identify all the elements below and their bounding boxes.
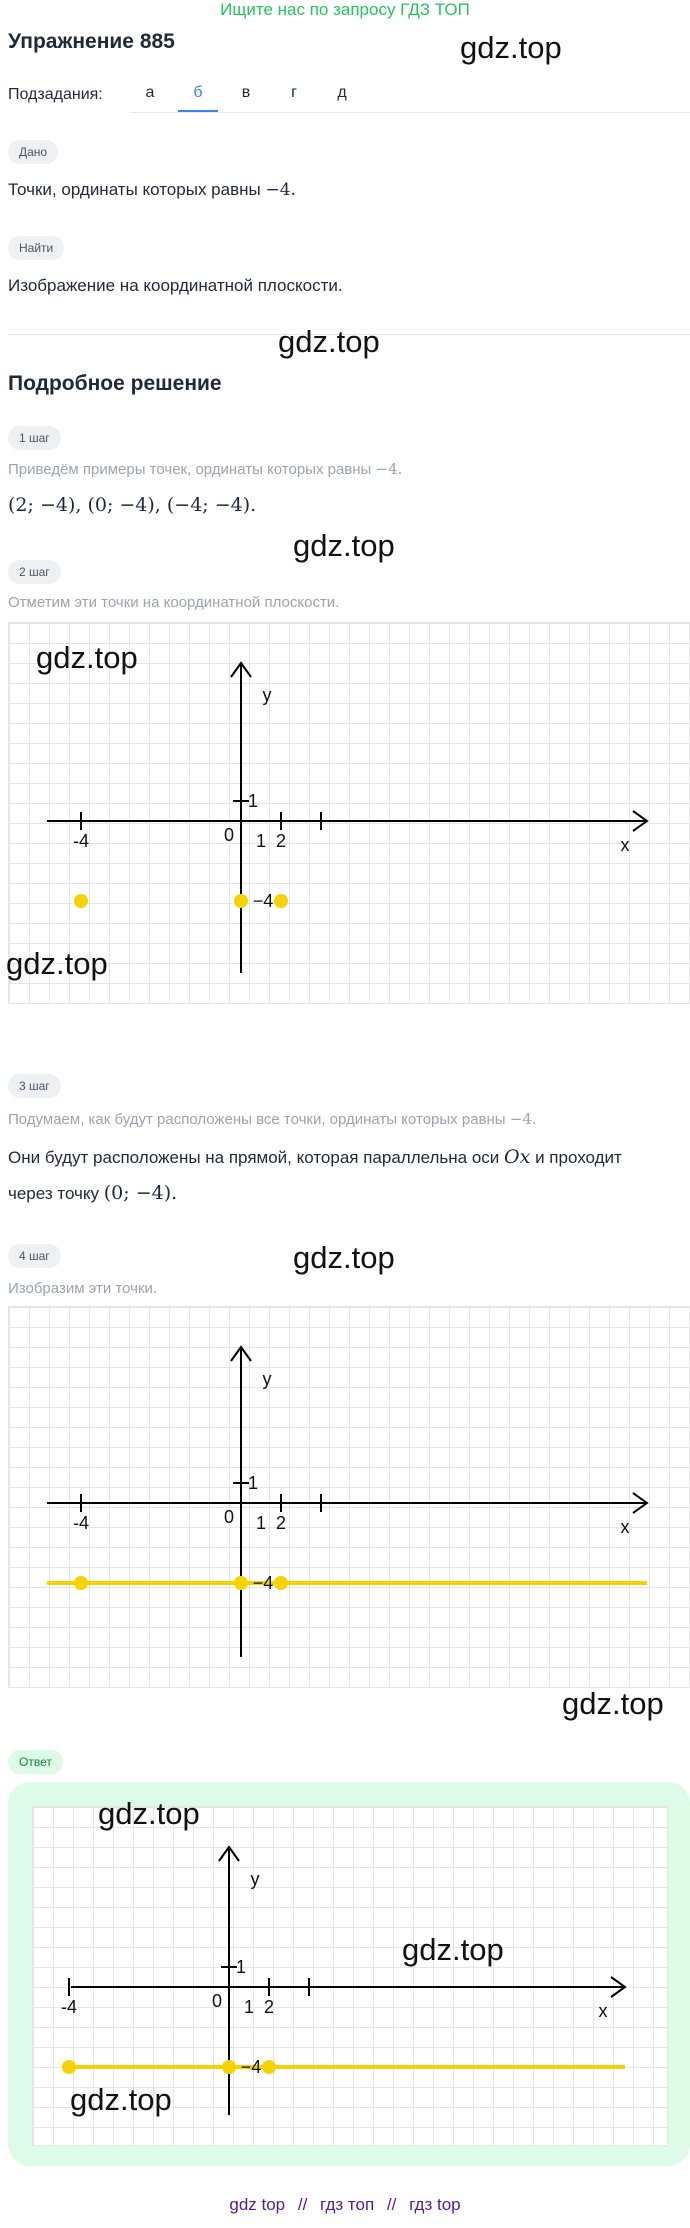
y-axis-label: y bbox=[262, 685, 272, 705]
x-axis-label: x bbox=[598, 2001, 608, 2021]
find-text: Изображение на координатной плоскости. bbox=[8, 276, 343, 295]
y-tick-label-neg4: −4 bbox=[240, 2057, 262, 2077]
step3-pill: 3 шаг bbox=[8, 1074, 61, 1098]
x-tick-label: 2 bbox=[275, 831, 287, 851]
x-axis-label: x bbox=[620, 1517, 630, 1537]
axis-name: Ox bbox=[504, 1146, 531, 1168]
step3-text-muted bbox=[8, 1110, 537, 1128]
y-tick-label-neg4: −4 bbox=[252, 1573, 274, 1593]
watermark: gdz.top bbox=[278, 324, 380, 359]
footer-links bbox=[0, 2195, 690, 2215]
y-tick-label: 1 bbox=[247, 791, 259, 811]
step2-pill: 2 шаг bbox=[8, 560, 61, 584]
step4-text: Изобразим эти точки. bbox=[8, 1280, 158, 1297]
data-point bbox=[74, 894, 88, 908]
step3-point: (0; −4). bbox=[103, 1182, 178, 1204]
x-tick-label: 1 bbox=[255, 1513, 267, 1533]
watermark: gdz.top bbox=[98, 1796, 200, 1831]
subtasks-tabs bbox=[130, 80, 690, 113]
x-tick-label: -4 bbox=[72, 1513, 90, 1533]
data-point bbox=[234, 894, 248, 908]
solution-heading: Подробное решение bbox=[8, 372, 222, 395]
step3-muted-value: −4. bbox=[509, 1110, 537, 1128]
step3-muted-label: Подумаем, как будут расположены все точки, ординаты которых равны bbox=[8, 1111, 506, 1128]
step3-line2-label: через точку bbox=[8, 1184, 100, 1203]
subtask-tab-b[interactable]: б bbox=[178, 84, 218, 112]
data-point bbox=[274, 1576, 288, 1590]
coordinate-graph-2 bbox=[8, 1306, 690, 1688]
subtask-tab-d[interactable]: д bbox=[337, 84, 347, 101]
watermark: gdz.top bbox=[293, 528, 395, 563]
watermark: gdz.top bbox=[36, 640, 138, 675]
answer-pill: Ответ bbox=[8, 1750, 63, 1774]
step3-line1-label: Они будут расположены на прямой, которая параллельна оси bbox=[8, 1148, 500, 1167]
step2-text: Отметим эти точки на координатной плоскости. bbox=[8, 594, 340, 611]
coordinate-graph-1 bbox=[8, 622, 690, 1004]
footer-link[interactable]: gdz top bbox=[229, 2195, 286, 2214]
footer-separator: // bbox=[297, 2195, 308, 2214]
footer-separator: // bbox=[386, 2195, 397, 2214]
given-text bbox=[8, 180, 296, 200]
step4-pill: 4 шаг bbox=[8, 1244, 61, 1268]
data-point bbox=[274, 894, 288, 908]
data-point bbox=[262, 2060, 276, 2074]
promo-banner[interactable]: Ищите нас по запросу ГДЗ ТОП bbox=[220, 0, 470, 19]
x-tick-label: 2 bbox=[263, 1997, 275, 2017]
origin-label: 0 bbox=[223, 1507, 235, 1527]
x-tick-label: -4 bbox=[72, 831, 90, 851]
watermark: gdz.top bbox=[402, 1932, 504, 1967]
origin-label: 0 bbox=[223, 825, 235, 845]
graph-svg-2 bbox=[9, 1307, 689, 1687]
x-tick-label: 1 bbox=[255, 831, 267, 851]
page-title: Упражнение 885 bbox=[8, 30, 175, 53]
data-point bbox=[222, 2060, 236, 2074]
step3-text-line1 bbox=[8, 1146, 622, 1168]
given-pill: Дано bbox=[8, 140, 58, 164]
step3-line1-end: и проходит bbox=[535, 1148, 622, 1167]
watermark: gdz.top bbox=[70, 2082, 172, 2117]
watermark: gdz.top bbox=[562, 1686, 664, 1721]
watermark: gdz.top bbox=[460, 30, 562, 65]
x-axis-label: x bbox=[620, 835, 630, 855]
step1-points: (2; −4), (0; −4), (−4; −4). bbox=[8, 494, 257, 516]
subtasks-label: Подзадания: bbox=[8, 86, 103, 103]
data-point bbox=[74, 1576, 88, 1590]
watermark: gdz.top bbox=[293, 1240, 395, 1275]
x-tick-label: -4 bbox=[60, 1997, 78, 2017]
origin-label: 0 bbox=[211, 1991, 223, 2011]
footer-link[interactable]: гдз топ bbox=[320, 2195, 375, 2214]
find-pill: Найти bbox=[8, 236, 64, 260]
data-point bbox=[62, 2060, 76, 2074]
x-tick-label: 2 bbox=[275, 1513, 287, 1533]
y-tick-label: 1 bbox=[247, 1473, 259, 1493]
given-value: −4. bbox=[265, 180, 296, 200]
step3-text-line2 bbox=[8, 1182, 177, 1204]
subtask-tab-g[interactable]: г bbox=[291, 84, 297, 101]
y-tick-label-neg4: −4 bbox=[252, 891, 274, 911]
subtask-tab-a[interactable]: а bbox=[145, 84, 155, 101]
graph-svg-1 bbox=[9, 623, 689, 1003]
watermark: gdz.top bbox=[6, 946, 108, 981]
given-text-label: Точки, ординаты которых равны bbox=[8, 180, 261, 199]
y-tick-label: 1 bbox=[235, 1957, 247, 1977]
x-tick-label: 1 bbox=[243, 1997, 255, 2017]
y-axis-label: y bbox=[262, 1369, 272, 1389]
step1-pill: 1 шаг bbox=[8, 426, 61, 450]
footer-link[interactable]: гдз top bbox=[409, 2195, 461, 2214]
step1-value: −4. bbox=[375, 460, 403, 478]
y-axis-label: y bbox=[250, 1869, 260, 1889]
step1-text-label: Приведём примеры точек, ординаты которых равны bbox=[8, 461, 372, 478]
data-point bbox=[234, 1576, 248, 1590]
subtask-tab-v[interactable]: в bbox=[241, 84, 251, 101]
step1-text bbox=[8, 460, 402, 478]
